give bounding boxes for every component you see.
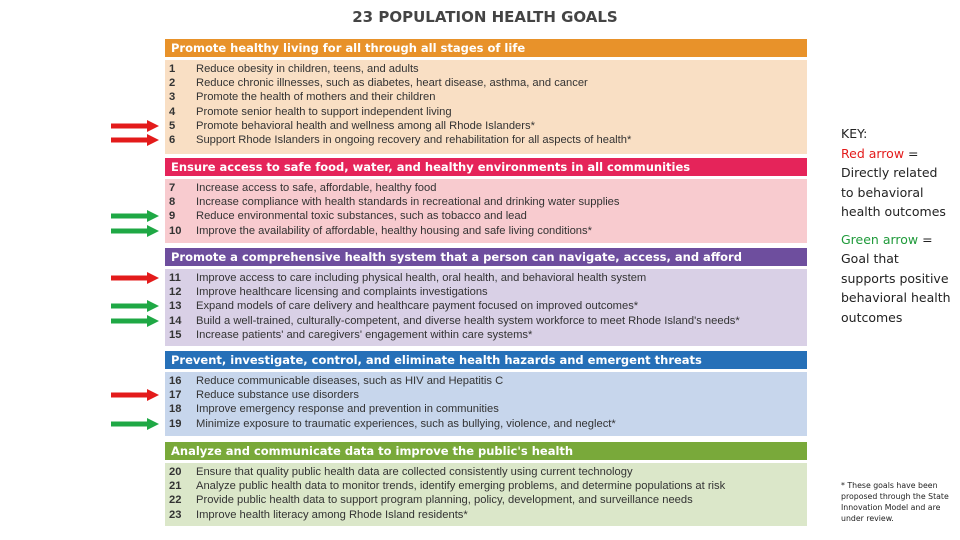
goal-text: Promote behavioral health and wellness among all Rhode Islanders* (196, 119, 535, 132)
goal-number: 20 (169, 466, 182, 478)
goal-number: 10 (169, 224, 182, 237)
goal-number: 11 (169, 272, 181, 284)
section-header-healthy-living: Promote healthy living for all through all stages of life (165, 39, 807, 57)
goal-number: 13 (169, 300, 182, 313)
goal-row (165, 465, 807, 479)
green-arrow-icon (111, 418, 159, 430)
goal-row (165, 181, 807, 195)
goal-row (165, 105, 807, 119)
goal-text: Reduce communicable diseases, such as HIV and Hepatitis C (196, 375, 504, 387)
goal-row (165, 209, 807, 223)
goal-number: 15 (169, 328, 182, 341)
goal-text: Increase compliance with health standards in recreational and drinking water supplies (196, 196, 620, 209)
goal-number: 5 (169, 119, 176, 132)
goal-row (165, 374, 807, 388)
goal-number: 9 (169, 210, 176, 223)
goal-row (165, 314, 807, 328)
goal-text: Increase patients' and caregivers' engagement within care systems* (196, 328, 533, 341)
green-arrow-icon (111, 300, 159, 312)
goal-number: 22 (169, 494, 182, 507)
section-body-healthy-living (165, 60, 807, 154)
goal-text: Support Rhode Islanders in ongoing recovery and rehabilitation for all aspects of health* (196, 133, 632, 146)
green-arrow-icon (111, 225, 159, 237)
section-body-health-system (165, 269, 807, 346)
goal-row (165, 195, 807, 209)
goal-row (165, 328, 807, 342)
goal-number: 4 (169, 105, 176, 118)
section-body-health-hazards (165, 372, 807, 436)
goal-number: 1 (169, 63, 176, 75)
red-arrow-icon (111, 389, 159, 401)
section-header-health-system: Promote a comprehensive health system that a person can navigate, access, and afford (165, 248, 807, 266)
key-red-label: Red arrow (841, 145, 905, 161)
goal-text: Improve the availability of affordable, healthy housing and safe living conditions* (196, 224, 592, 237)
goal-number: 19 (169, 417, 182, 430)
red-arrow-icon (111, 120, 159, 132)
red-arrow-icon (111, 134, 159, 146)
goal-number: 2 (169, 77, 176, 90)
section-body-public-health-data (165, 463, 807, 526)
red-arrow-icon (111, 272, 159, 284)
goal-row (165, 479, 807, 493)
goal-number: 23 (169, 508, 182, 521)
goal-number: 16 (169, 375, 182, 387)
goal-number: 8 (169, 196, 176, 209)
goal-text: Improve emergency response and prevention in communities (196, 403, 499, 416)
goal-number: 12 (169, 286, 182, 299)
goal-text: Reduce chronic illnesses, such as diabetes, heart disease, asthma, and cancer (196, 77, 588, 90)
goal-row (165, 285, 807, 299)
goal-text: Expand models of care delivery and healthcare payment focused on improved outcomes* (196, 300, 639, 313)
footnote: * These goals have been proposed through the State Innovation Model and are under review. (841, 481, 949, 523)
key-heading: KEY: (841, 126, 868, 141)
goal-row (165, 271, 807, 285)
goal-text: Minimize exposure to traumatic experiences, such as bullying, violence, and neglect* (196, 417, 616, 430)
goal-number: 21 (169, 480, 182, 493)
key-red-entry (841, 144, 951, 222)
key-green-label: Green arrow (841, 231, 919, 247)
goal-number: 6 (169, 133, 176, 146)
goal-row (165, 508, 807, 522)
key-green-desc: = Goal that supports positive behavioral health outcomes (841, 231, 951, 325)
goal-number: 7 (169, 182, 176, 194)
goal-number: 14 (169, 314, 182, 327)
goal-text: Build a well-trained, culturally-competent, and diverse health system workforce to meet Rhode Island's needs* (196, 314, 740, 327)
green-arrow-icon (111, 210, 159, 222)
goal-text: Ensure that quality public health data are collected consistently using current technology (196, 466, 633, 478)
goal-row (165, 62, 807, 76)
goal-number: 18 (169, 403, 182, 416)
goal-text: Reduce obesity in children, teens, and adults (196, 63, 419, 75)
goal-text: Reduce substance use disorders (196, 389, 359, 402)
goal-number: 3 (169, 91, 176, 104)
section-header-safe-environments: Ensure access to safe food, water, and healthy environments in all communities (165, 158, 807, 176)
goal-text: Improve access to care including physical health, oral health, and behavioral health system (196, 272, 647, 284)
goal-text: Increase access to safe, affordable, healthy food (196, 182, 437, 194)
goal-text: Improve health literacy among Rhode Island residents* (196, 508, 468, 521)
goal-text: Reduce environmental toxic substances, such as tobacco and lead (196, 210, 527, 223)
goal-row (165, 76, 807, 90)
goal-row (165, 299, 807, 313)
goal-row (165, 133, 807, 147)
goal-row (165, 402, 807, 416)
green-arrow-icon (111, 315, 159, 327)
goal-text: Promote senior health to support independent living (196, 105, 452, 118)
page-title: 23 POPULATION HEALTH GOALS (352, 8, 618, 26)
goal-row (165, 224, 807, 238)
section-body-safe-environments (165, 179, 807, 243)
goal-text: Analyze public health data to monitor trends, identify emerging problems, and determine populations at risk (196, 480, 726, 493)
goal-row (165, 119, 807, 133)
key-red-desc: = Directly related to behavioral health outcomes (841, 145, 946, 219)
section-header-health-hazards: Prevent, investigate, control, and eliminate health hazards and emergent threats (165, 351, 807, 369)
goal-text: Improve healthcare licensing and complaints investigations (196, 286, 488, 299)
goal-row (165, 493, 807, 507)
goal-text: Provide public health data to support program planning, policy, development, and surveillance needs (196, 494, 693, 507)
goal-row (165, 417, 807, 431)
key-legend (841, 124, 951, 327)
goal-row (165, 388, 807, 402)
goal-number: 17 (169, 389, 182, 402)
section-header-public-health-data: Analyze and communicate data to improve the public's health (165, 442, 807, 460)
goal-text: Promote the health of mothers and their children (196, 91, 436, 104)
key-green-entry (841, 230, 951, 328)
goal-row (165, 90, 807, 104)
